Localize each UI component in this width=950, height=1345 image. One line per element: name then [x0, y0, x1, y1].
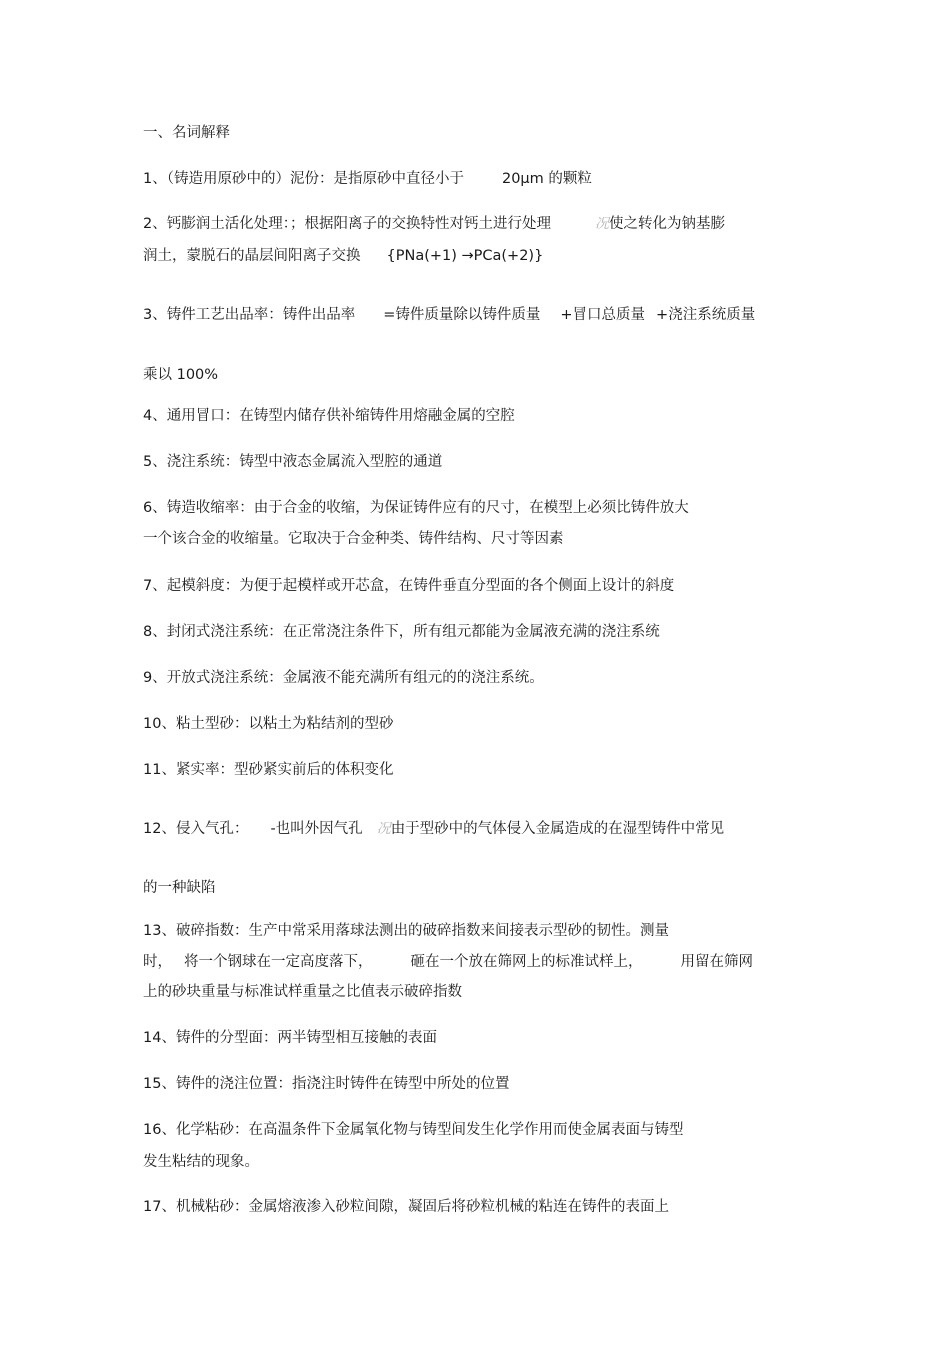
- term-5: 5、浇注系统：铸型中液态金属流入型腔的通道: [143, 454, 443, 470]
- term-13-part-c: 将一个钢球在一定高度落下，: [184, 954, 373, 970]
- term-3-part-c: +冒口总质量: [560, 307, 646, 323]
- term-1: [143, 170, 592, 188]
- term-12-line-2: 的一种缺陷: [143, 880, 216, 896]
- term-6-line-1: 6、铸造收缩率：由于合金的收缩，为保证铸件应有的尺寸，在模型上必须比铸件放大: [143, 500, 689, 516]
- term-13-part-e: 用留在筛网: [680, 954, 753, 970]
- watermark-stamp: 况: [376, 821, 391, 837]
- term-13-part-d: 砸在一个放在筛网上的标准试样上，: [410, 954, 643, 970]
- term-3-part-d: +浇注系统质量: [656, 307, 756, 323]
- term-2-text-2: 润土，蒙脱石的晶层间阳离子交换: [143, 248, 361, 264]
- term-13-line-2: [143, 953, 753, 971]
- term-9: 9、开放式浇注系统：金属液不能充满所有组元的的浇注系统。: [143, 670, 544, 686]
- term-12-line-1: [143, 820, 724, 838]
- term-10: 10、粘土型砂：以粘土为粘结剂的型砂: [143, 716, 394, 732]
- term-12-part-c: 由于型砂中的气体侵入金属造成的在湿型铸件中常见: [390, 821, 725, 837]
- term-1-value: 20μm 的颗粒: [501, 171, 592, 187]
- term-13-line-3: 上的砂块重量与标准试样重量之比值表示破碎指数: [143, 984, 462, 1000]
- term-2-line-2: [143, 247, 543, 265]
- term-6-line-2: 一个该合金的收缩量。它取决于合金种类、铸件结构、尺寸等因素: [143, 531, 564, 547]
- term-13-part-b: 时，: [143, 954, 172, 970]
- term-11: 11、紧实率：型砂紧实前后的体积变化: [143, 762, 394, 778]
- term-7: 7、起模斜度：为便于起模样或开芯盒，在铸件垂直分型面的各个侧面上设计的斜度: [143, 578, 675, 594]
- term-3-part-b: =铸件质量除以铸件质量: [383, 307, 541, 323]
- term-14: 14、铸件的分型面：两半铸型相互接触的表面: [143, 1030, 437, 1046]
- term-2-formula: {PNa(+1) →PCa(+2)}: [386, 248, 544, 264]
- term-16-line-1: 16、化学粘砂：在高温条件下金属氧化物与铸型间发生化学作用而使金属表面与铸型: [143, 1122, 684, 1138]
- term-2-text-cont: 使之转化为钠基膨: [608, 216, 725, 232]
- term-8: 8、封闭式浇注系统：在正常浇注条件下，所有组元都能为金属液充满的浇注系统: [143, 624, 660, 640]
- watermark-stamp: 况: [594, 216, 609, 232]
- term-4: 4、通用冒口：在铸型内储存供补缩铸件用熔融金属的空腔: [143, 408, 515, 424]
- term-16-line-2: 发生粘结的现象。: [143, 1154, 259, 1170]
- term-1-text: 1、（铸造用原砂中的）泥份：是指原砂中直径小于: [143, 171, 464, 187]
- term-2-line-1: [143, 215, 725, 233]
- term-12-part-b: -也叫外因气孔: [270, 821, 363, 837]
- term-17: 17、机械粘砂：金属熔液渗入砂粒间隙，凝固后将砂粒机械的粘连在铸件的表面上: [143, 1199, 669, 1215]
- term-12-text: 12、侵入气孔：: [143, 821, 249, 837]
- term-3-line-2: 乘以 100%: [143, 367, 219, 383]
- term-13-line-1: 13、破碎指数：生产中常采用落球法测出的破碎指数来间接表示型砂的韧性。测量: [143, 923, 669, 939]
- term-3-line-1: [143, 306, 755, 324]
- term-3-text: 3、铸件工艺出品率：铸件出品率: [143, 307, 356, 323]
- section-title: 一、名词解释: [143, 125, 230, 141]
- term-2-text: 2、钙膨润土活化处理：；根据阳离子的交换特性对钙土进行处理: [143, 216, 551, 232]
- term-15: 15、铸件的浇注位置：指浇注时铸件在铸型中所处的位置: [143, 1076, 510, 1092]
